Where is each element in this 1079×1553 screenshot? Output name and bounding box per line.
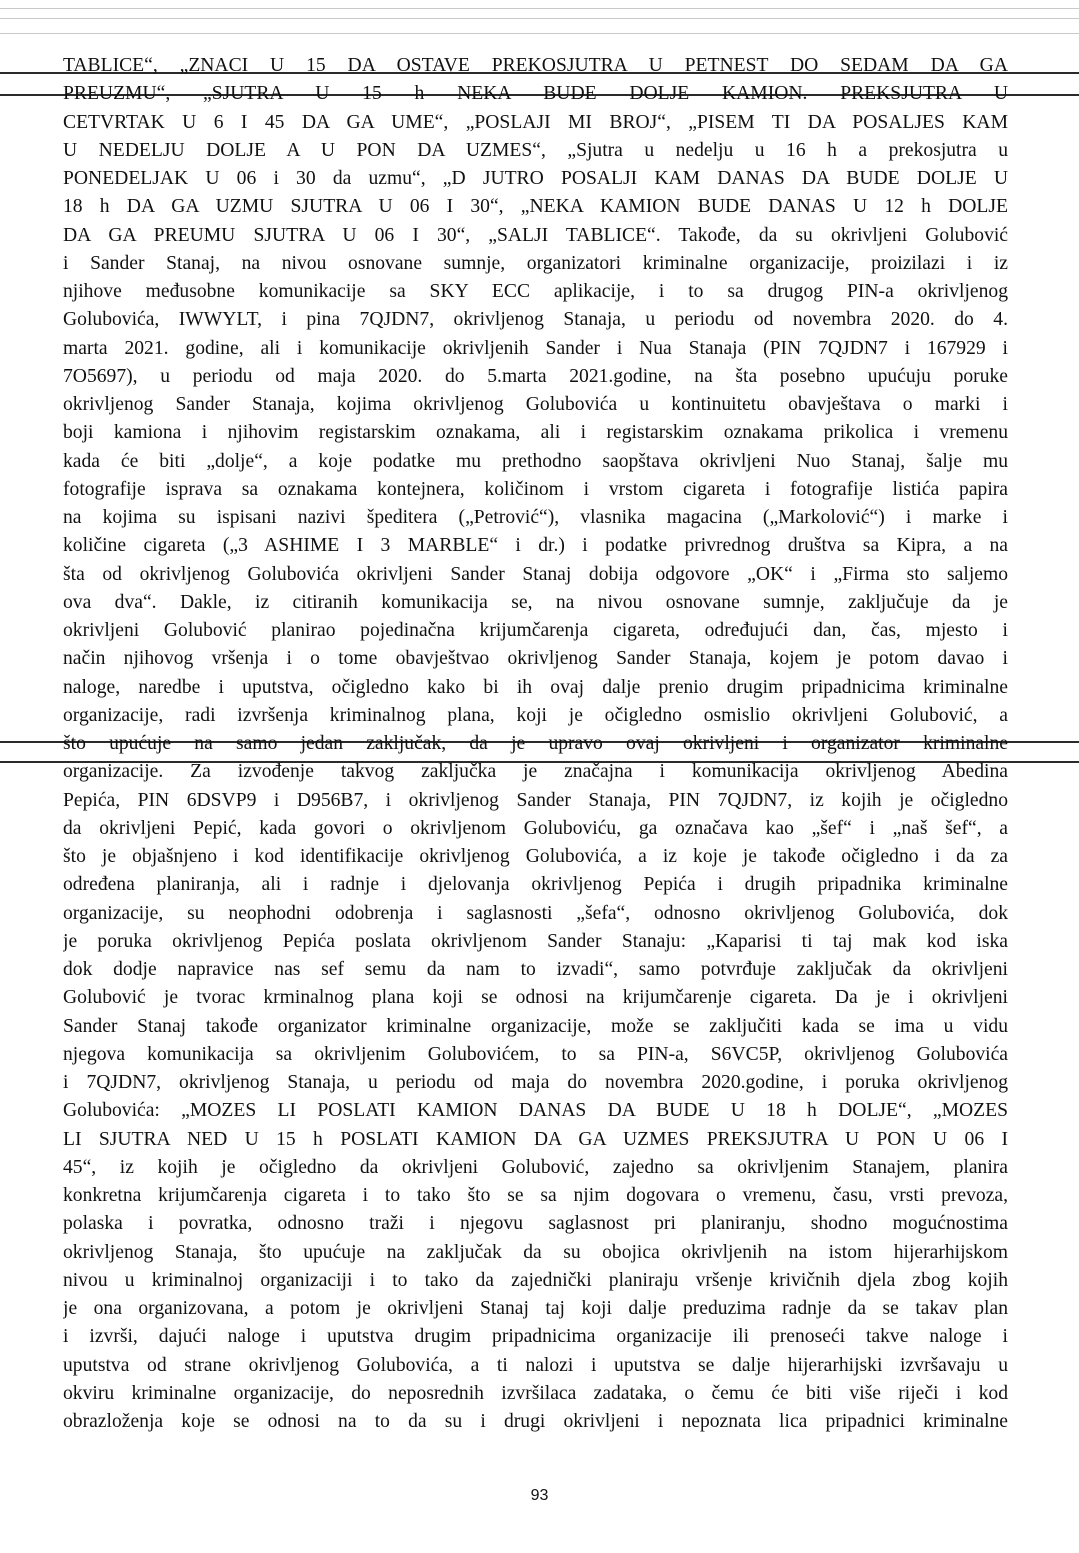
text-line: dok dodje napravice nas sef semu da nam to izvadi“, samo potvrđuje zaključak da okrivljeni [63, 959, 1008, 980]
text-line: Golubovića: „MOZES LI POSLATI KAMION DANAS DA BUDE U 18 h DOLJE“, „MOZES [63, 1100, 1008, 1122]
text-line: PONEDELJAK U 06 i 30 da uzmu“, „D JUTRO POSALJI KAM DANAS DA BUDE DOLJE U [63, 168, 1008, 189]
text-line: 45“, iz kojih je očigledno da okrivljeni Golubović, zajedno sa okrivljenim Stanajem, planira [63, 1156, 1008, 1178]
text-line: njihove međusobne komunikacije sa SKY ECC aplikacije, i to sa drugog PIN-a okrivljenog [63, 281, 1008, 302]
text-line [63, 1436, 1008, 1464]
text-line: i izvrši, dajući naloge i uputstva drugim pripadnicima organizacije ili prenoseći takve naloge i [63, 1326, 1008, 1348]
text-line: je ona organizovana, a potom je okrivljeni Stanaj taj koji dalje preduzima radnje da se takav plan [63, 1298, 1008, 1319]
text-line: uputstva od strane okrivljenog Golubovića, a ti nalozi i uputstva se dalje hijerarhijski izvršavaju u [63, 1354, 1008, 1376]
text-line: organizacije, su neophodni odobrenja i saglasnosti „šefa“, odnosno okrivljenog Golubovića, dok [63, 902, 1008, 924]
text-line: što je objašnjeno i kod identifikacije okrivljenog Golubovića, a iz koje je takođe očigledno i da za [63, 846, 1008, 867]
text-line: količine cigareta („3 ASHIME I 3 MARBLE“ i dr.) i podatke privrednog društva sa Kipra, a na [63, 535, 1008, 557]
text-line: PREUZMU“, „SJUTRA U 15 h NEKA BUDE DOLJE KAMION. PREKSJUTRA U [63, 83, 1008, 105]
text-line: U NEDELJU DOLJE A U PON DA UZMES“, „Sjutra u nedelju u 16 h a prekosjutra u [63, 139, 1008, 161]
text-line: na kojima su ispisani nazivi špeditera („Petrović“), vlasnika magacina („Markolović“) i marke i [63, 507, 1008, 528]
text-line: određena planiranja, ali i radnje i djelovanja okrivljenog Pepića i drugih pripadnika kriminalne [63, 874, 1008, 896]
text-line: TABLICE“, „ZNACI U 15 DA OSTAVE PREKOSJUTRA U PETNEST DO SEDAM DA GA [63, 55, 1008, 76]
text-line: šta od okrivljenog Golubovića okrivljeni Sander Stanaj dobija odgovore „OK“ i „Firma sto saljemo [63, 563, 1008, 585]
text-line: način njihovog vršenja i o tome obavještvao okrivljenog Sander Stanaja, kojem je potom davao i [63, 648, 1008, 670]
text-line: okrivljenog Sander Stanaja, kojima okrivljenog Golubovića u kontinuitetu obavještava o marki i [63, 394, 1008, 415]
text-line: 18 h DA GA UZMU SJUTRA U 06 I 30“, „NEKA KAMION BUDE DANAS U 12 h DOLJE [63, 196, 1008, 218]
scan-noise-line [0, 8, 1079, 9]
text-line: njegova komunikacija sa okrivljenim Golubovićem, to sa PIN-a, S6VC5P, okrivljenog Golubovića [63, 1043, 1008, 1065]
text-line: da okrivljeni Pepić, kada govori o okrivljenom Goluboviću, ga označava kao „šef“ i „naš šef“, a [63, 817, 1008, 839]
text-line: i Sander Stanaj, na nivou osnovane sumnje, organizatori kriminalne organizacije, proizilazi i iz [63, 252, 1008, 274]
text-line: je poruka okrivljenog Pepića poslata okrivljenom Sander Stanaju: „Kaparisi ti taj mak kod iska [63, 930, 1008, 952]
text-line: marta 2021. godine, ali i komunikacije okrivljenih Sander i Nua Stanaja (PIN 7QJDN7 i 167929 i [63, 337, 1008, 359]
text-line: kada će biti „dolje“, a koje podatke mu prethodno saopštava okrivljeni Nuo Stanaj, šalje mu [63, 450, 1008, 472]
text-line: organizacije. Za izvođenje takvog zaključka je značajna i komunikacija okrivljenog Abedina [63, 761, 1008, 783]
text-line: Golubovića, IWWYLT, i pina 7QJDN7, okrivljenog Stanaja, u periodu od novembra 2020. do 4. [63, 309, 1008, 331]
text-line: organizacije, radi izvršenja kriminalnog plana, koji je očigledno osmislio okrivljeni Golubović, a [63, 704, 1008, 726]
text-line: okviru kriminalne organizacije, do neposrednih izvršilaca zadataka, o čemu će biti više riječi i kod [63, 1382, 1008, 1404]
text-line: boji kamiona i njihovim registarskim oznakama, ali i registarskim oznakama prikolica i vremenu [63, 422, 1008, 444]
document-body [63, 52, 1008, 1465]
text-line: okrivljenog Stanaja, što upućuje na zaključak da su obojica okrivljenih na istom hijerarhijskom [63, 1241, 1008, 1263]
scan-noise-line [0, 33, 1079, 34]
text-line: naloge, naredbe i uputstva, očigledno kako bi ih ovaj dalje prenio drugim pripadnicima kriminalne [63, 676, 1008, 698]
text-line: obrazloženja koje se odnosi na to da su i drugi okrivljeni i nepoznata lica pripadnici kriminalne [63, 1411, 1008, 1432]
text-line: nivou u kriminalnoj organizaciji i to tako da zajednički planiraju vršenje krivičnih djela zbog kojih [63, 1269, 1008, 1291]
text-line: Pepića, PIN 6DSVP9 i D956B7, i okrivljenog Sander Stanaja, PIN 7QJDN7, iz kojih je očigledno [63, 789, 1008, 811]
text-line: CETVRTAK U 6 I 45 DA GA UME“, „POSLAJI MI BROJ“, „PISEM TI DA POSALJES KAM [63, 111, 1008, 133]
scan-noise-line [0, 18, 1079, 19]
text-line: i 7QJDN7, okrivljenog Stanaja, u periodu od maja do novembra 2020.godine, i poruka okrivljenog [63, 1072, 1008, 1093]
text-line: Sander Stanaj takođe organizator kriminalne organizacije, može se zaključiti kada se ima u vidu [63, 1015, 1008, 1037]
text-line: ova dva“. Dakle, iz citiranih komunikacija se, na nivou osnovane sumnje, zaključuje da je [63, 591, 1008, 613]
text-line: konkretna krijumčarenja cigareta i to tako što se sa njim dogovara o vremenu, času, vrsti prevoza, [63, 1185, 1008, 1206]
text-line: LI SJUTRA NED U 15 h POSLATI KAMION DA GA UZMES PREKSJUTRA U PON U 06 I [63, 1128, 1008, 1150]
text-line: polaska i povratka, odnosno traži i njegovu saglasnost pri planiranju, shodno mogućnostima [63, 1213, 1008, 1235]
page-number: 93 [530, 1487, 549, 1504]
text-line: Golubović je tvorac krminalnog plana koji se odnosi na krijumčarenje cigareta. Da je i okrivljeni [63, 987, 1008, 1009]
text-line: fotografije isprava sa oznakama kontejnera, količinom i vrstom cigareta i fotografije listića papira [63, 478, 1008, 500]
text-line: okrivljeni Golubović planirao pojedinačna krijumčarenja cigareta, određujući dan, čas, mjesto i [63, 620, 1008, 641]
text-line: DA GA PREUMU SJUTRA U 06 I 30“, „SALJI TABLICE“. Takođe, da su okrivljeni Golubović [63, 224, 1008, 246]
text-line: što upućuje na samo jedan zaključak, da je upravo ovaj okrivljeni i organizator kriminalne [63, 733, 1008, 754]
text-line: 7O5697), u periodu od maja 2020. do 5.marta 2021.godine, na šta posebno upućuju poruke [63, 365, 1008, 387]
